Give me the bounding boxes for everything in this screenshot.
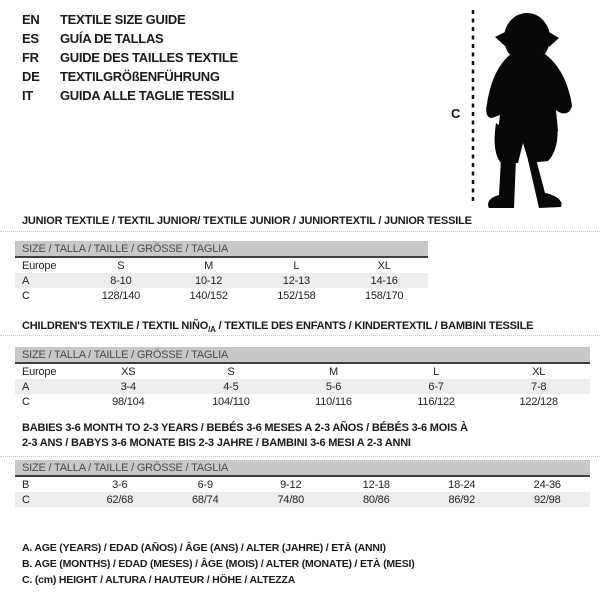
guide-title: TEXTILE SIZE GUIDE <box>60 12 186 27</box>
row-label: B <box>22 478 30 491</box>
size-header-bar: SIZE / TALLA / TAILLE / GRÖSSE / TAGLIA <box>15 241 428 258</box>
row-label: Europe <box>22 365 57 378</box>
language-row <box>22 10 238 29</box>
size-cell: XS <box>121 365 136 378</box>
divider <box>0 231 600 232</box>
size-cell: 9-12 <box>280 478 302 491</box>
table-row <box>15 477 590 492</box>
size-cell: XL <box>377 259 391 272</box>
section-title-babies: BABIES 3-6 MONTH TO 2-3 YEARS / BEBÉS 3-6 MESES A 2-3 AÑOS / BÉBÉS 3-6 MOIS À 2-3 ANS / BABYS 3-6 MONATE BIS 2-3 JAHRE / BAMBINI 3-6 MESI A 2-3 ANNI <box>22 422 468 449</box>
size-cell: 24-36 <box>533 478 561 491</box>
size-cell: L <box>433 365 440 378</box>
size-cell: 4-5 <box>180 379 283 394</box>
language-row <box>22 29 238 48</box>
size-cell: 3-6 <box>112 478 128 491</box>
size-cell: M <box>204 259 214 272</box>
size-cell: 116/122 <box>417 395 455 408</box>
language-header <box>22 10 238 105</box>
language-code: ES <box>22 31 39 46</box>
size-cell: 104/110 <box>212 395 250 408</box>
row-label: C <box>22 289 30 302</box>
size-cell: 8-10 <box>77 273 165 288</box>
size-cell: 5-6 <box>282 379 385 394</box>
size-cell: 62/68 <box>77 492 163 507</box>
table-row <box>15 364 590 379</box>
size-cell: 74/80 <box>248 492 334 507</box>
baby-silhouette-graphic <box>445 4 597 216</box>
size-cell: 140/152 <box>189 289 228 302</box>
footnote-age-years: A. AGE (YEARS) / EDAD (AÑOS) / ÂGE (ANS) / ALTER (JAHRE) / ETÀ (ANNI) <box>22 542 386 554</box>
row-label: A <box>15 273 77 288</box>
guide-title: GUÍA DE TALLAS <box>60 31 164 46</box>
size-cell: L <box>293 259 300 272</box>
size-cell: S <box>227 365 235 378</box>
size-cell: 6-9 <box>197 478 213 491</box>
baby-silhouette-icon <box>486 13 572 208</box>
guide-title: TEXTILGRÖßENFÜHRUNG <box>60 69 220 84</box>
height-measure-label: C <box>451 106 461 121</box>
size-cell: S <box>117 259 125 272</box>
table-row <box>15 258 428 273</box>
guide-title: GUIDA ALLE TAGLIE TESSILI <box>60 88 235 103</box>
children-size-table <box>15 347 590 409</box>
size-cell: 12-18 <box>362 478 390 491</box>
size-cell: 98/104 <box>112 395 145 408</box>
size-header-bar: SIZE / TALLA / TAILLE / GRÖSSE / TAGLIA <box>15 460 590 477</box>
divider <box>0 456 600 457</box>
language-code: EN <box>22 12 40 27</box>
figure-area <box>445 4 597 216</box>
table-row <box>15 379 590 394</box>
row-label: Europe <box>22 259 57 272</box>
size-cell: M <box>329 365 338 378</box>
size-cell: 92/98 <box>505 492 591 507</box>
language-code: IT <box>22 88 33 103</box>
size-cell: 3-4 <box>77 379 180 394</box>
size-cell: 10-12 <box>165 273 253 288</box>
size-cell: XL <box>532 365 546 378</box>
size-cell: 12-13 <box>253 273 341 288</box>
table-row <box>15 394 590 409</box>
language-row <box>22 86 238 105</box>
junior-size-table <box>15 241 428 303</box>
table-row <box>15 273 428 288</box>
babies-size-table <box>15 460 590 507</box>
row-label: C <box>22 395 30 408</box>
language-row <box>22 67 238 86</box>
section-title-children: CHILDREN'S TEXTILE / TEXTIL $NIÑO_{/A}$ / TEXTILE DES ENFANTS / KINDERTEXTIL / BAMBINI TESSILE <box>22 320 534 335</box>
size-cell: 152/158 <box>277 289 316 302</box>
size-cell: 14-16 <box>340 273 428 288</box>
size-cell: 128/140 <box>101 289 141 302</box>
row-label: C <box>15 492 77 507</box>
size-cell: 80/86 <box>334 492 420 507</box>
table-row <box>15 492 590 507</box>
language-code: DE <box>22 69 40 84</box>
size-cell: 110/116 <box>315 395 352 408</box>
language-code: FR <box>22 50 39 65</box>
section-title-junior: JUNIOR TEXTILE / TEXTIL JUNIOR/ TEXTILE JUNIOR / JUNIORTEXTIL / JUNIOR TESSILE <box>22 215 472 227</box>
divider <box>0 335 600 336</box>
size-cell: 86/92 <box>419 492 505 507</box>
size-cell: 68/74 <box>163 492 249 507</box>
size-header-bar: SIZE / TALLA / TAILLE / GRÖSSE / TAGLIA <box>15 347 590 364</box>
footnote-height: C. (cm) HEIGHT / ALTURA / HAUTEUR / HÖHE / ALTEZZA <box>22 574 296 586</box>
table-row <box>15 288 428 303</box>
size-cell: 6-7 <box>385 379 488 394</box>
size-cell: 18-24 <box>448 478 476 491</box>
footnote-age-months: B. AGE (MONTHS) / EDAD (MESES) / ÂGE (MOIS) / ALTER (MONATE) / ETÀ (MESI) <box>22 558 415 570</box>
size-cell: 7-8 <box>487 379 590 394</box>
size-cell: 122/128 <box>519 395 558 408</box>
language-row <box>22 48 238 67</box>
row-label: A <box>15 379 77 394</box>
footnotes <box>22 540 415 588</box>
size-cell: 158/170 <box>364 289 404 302</box>
guide-title: GUIDE DES TAILLES TEXTILE <box>60 50 238 65</box>
